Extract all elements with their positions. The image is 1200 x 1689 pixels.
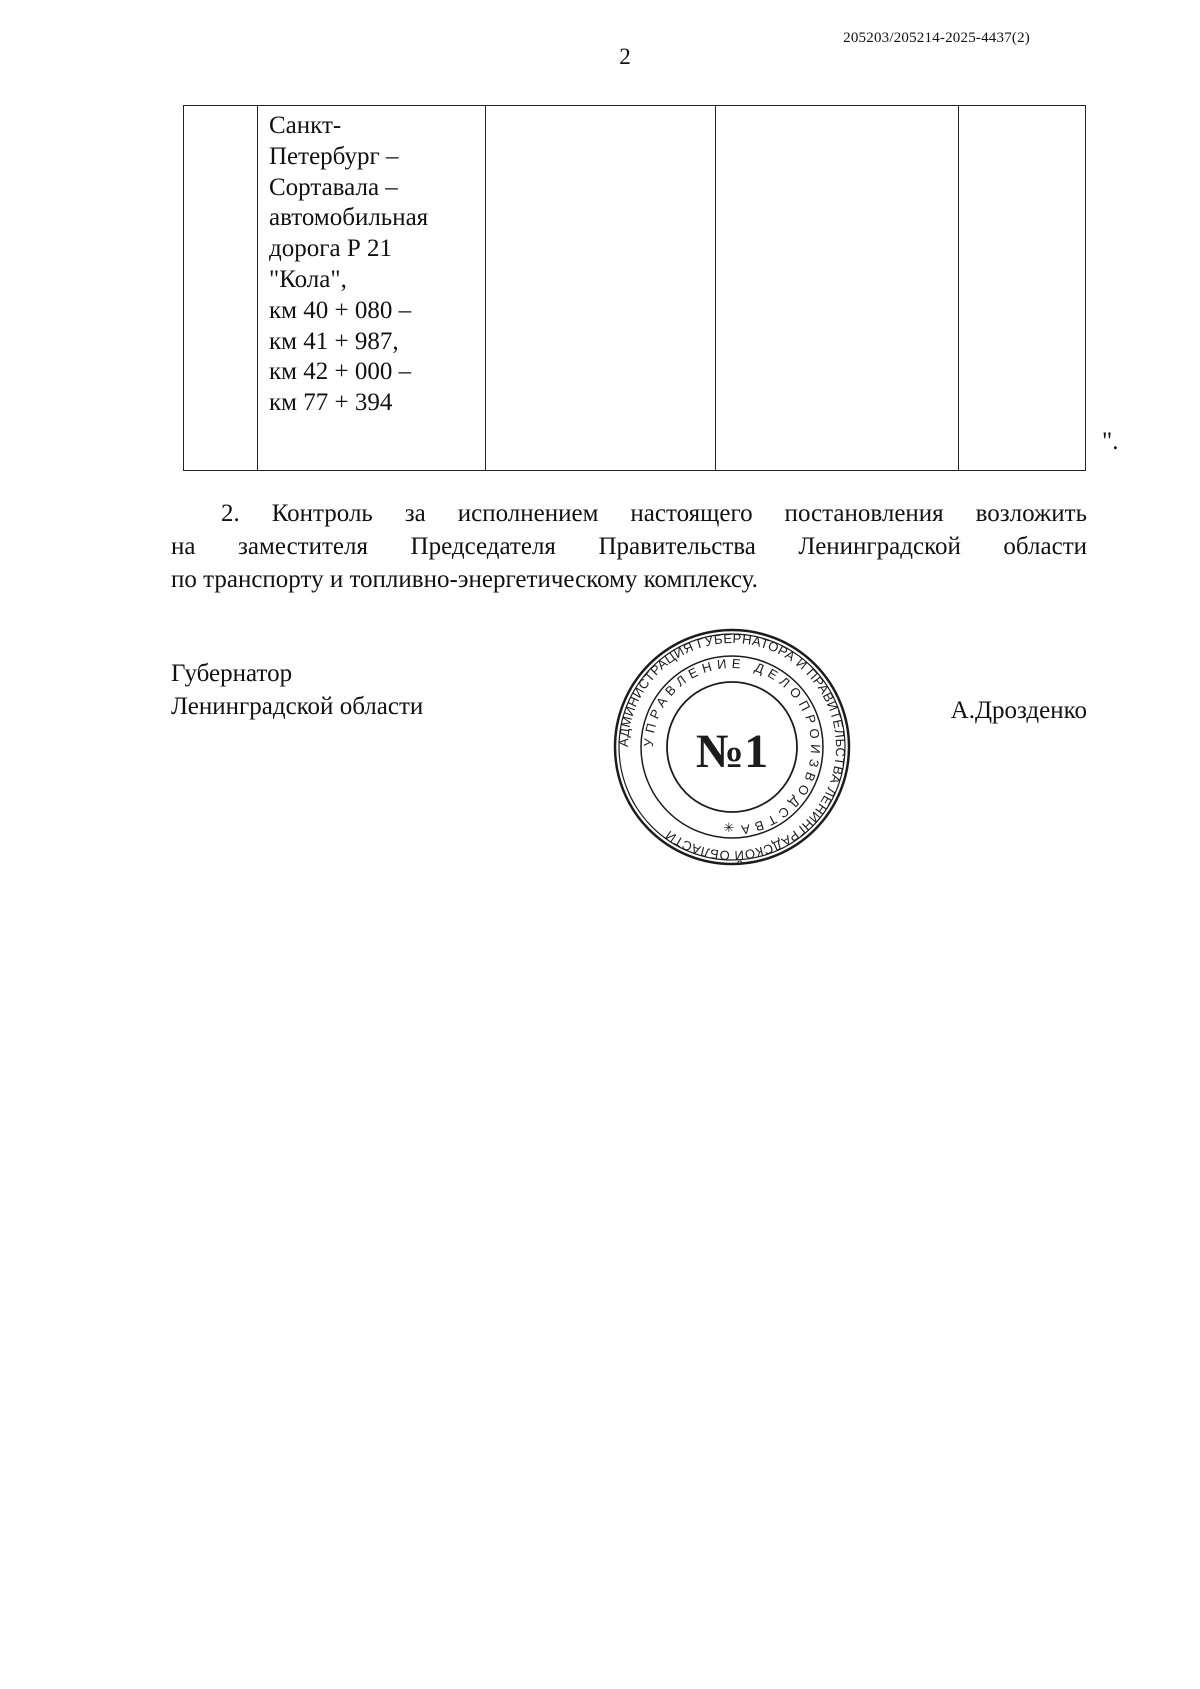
route-line: автомобильная [269,204,429,232]
signer-title: Губернатор [171,660,293,687]
route-table [183,105,1086,471]
seal-center-number: №1 [695,725,769,778]
table-cell-empty [959,106,1086,471]
seal-outer-text: АДМИНИСТРАЦИЯ ГУБЕРНАТОРА И ПРАВИТЕЛЬСТВА ЛЕНИНГРАДСКОЙ ОБЛАСТИ [615,630,849,864]
route-line: км 42 + 000 – [269,358,412,386]
route-line: дорога Р 21 [269,235,392,263]
route-line: км 77 + 394 [269,389,393,417]
table-row [184,106,1086,471]
official-seal [612,627,852,867]
route-description [258,106,485,419]
signer-position [171,657,423,723]
control-paragraph [171,497,1087,596]
route-line: Сортавала – [269,173,398,201]
document-id: 205203/205214-2025-4437(2) [843,30,1030,46]
table-cell-empty [486,106,716,471]
route-line: км 41 + 987, [269,327,399,355]
closing-quote: ". [1102,428,1119,455]
route-line: Петербург – [269,142,399,170]
paragraph-line: на заместителя Председателя Правительства Ленинградской области [171,533,1087,560]
seal-inner-text: УПРАВЛЕНИЕ ДЕЛОПРОИЗВОДСТВА [640,655,824,839]
route-line: Санкт- [269,112,342,139]
signer-name: А.Дрозденко [950,697,1087,724]
seal-graphic [612,627,852,867]
paragraph-line: по транспорту и топливно-энергетическому комплексу. [171,566,758,593]
route-line: км 40 + 080 – [269,296,412,324]
table-cell-empty [716,106,959,471]
seal-star-icon: ✳ [723,821,735,836]
paragraph-line: 2. Контроль за исполнением настоящего постановления возложить [221,500,1087,527]
signer-region: Ленинградской области [171,693,424,720]
route-line: "Кола", [269,265,347,293]
page-number: 2 [619,44,631,69]
table-cell-number [184,106,258,471]
table-cell-route [258,106,486,471]
